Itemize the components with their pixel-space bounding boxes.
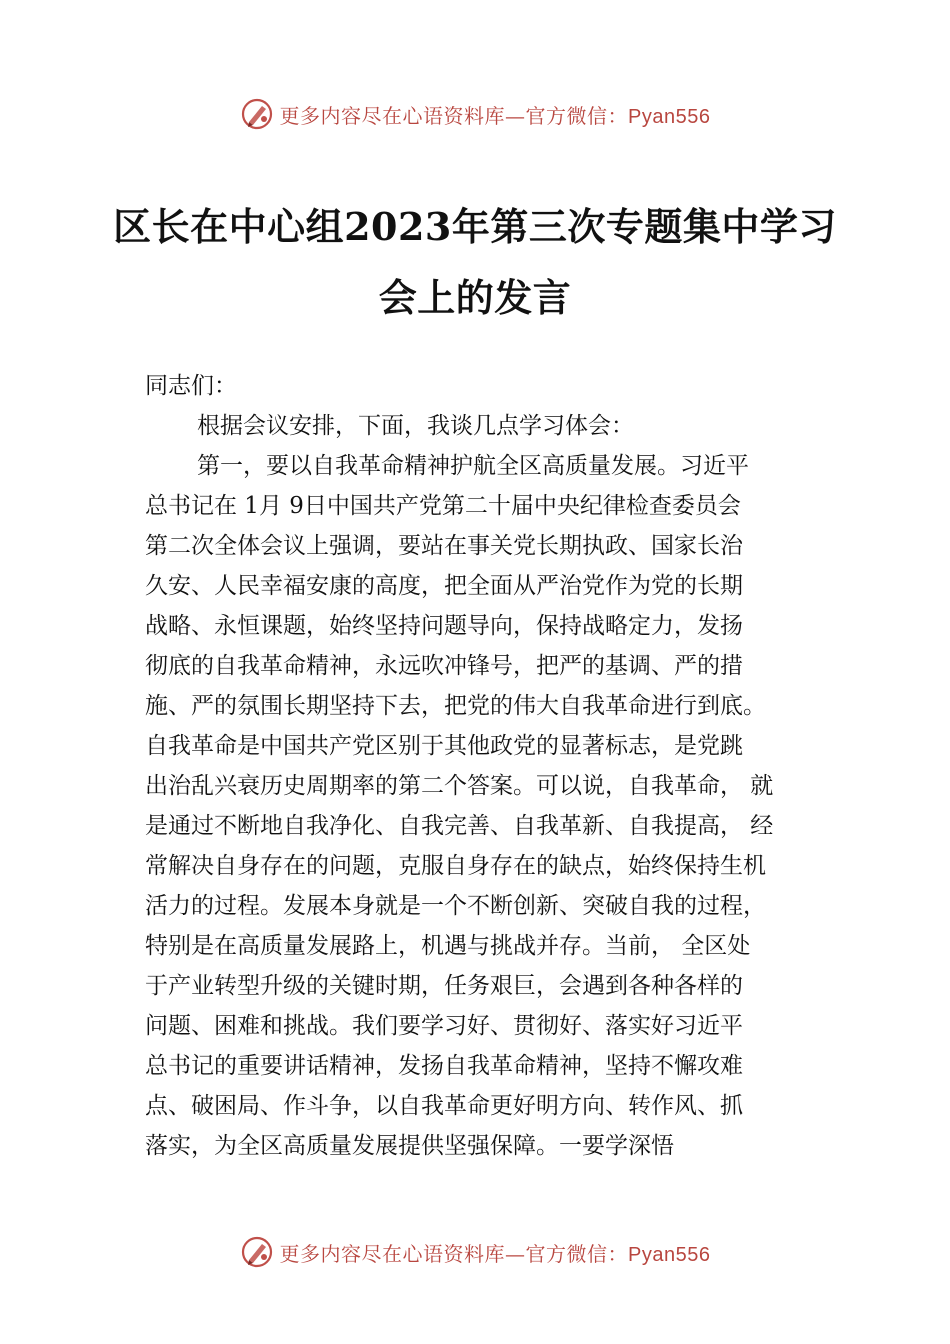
banner-text: 更多内容尽在心语资料库—官方微信：Pyan556 bbox=[279, 1241, 711, 1266]
body-line: 根据会议安排，下面，我谈几点学习体会： bbox=[197, 413, 634, 439]
wechat-id: Pyan556 bbox=[628, 1243, 711, 1266]
body-line: 问题、困难和挑战。我们要学习好、贯彻好、落实好习近平 bbox=[145, 1013, 743, 1039]
body-line: 点、破困局、作斗争，以自我革命更好明方向、转作风、抓 bbox=[145, 1093, 743, 1119]
body-line: 彻底的自我革命精神，永远吹冲锋号，把严的基调、严的措 bbox=[145, 653, 743, 679]
body-line: 施、严的氛围长期坚持下去，把党的伟大自我革命进行到底。 bbox=[145, 693, 766, 719]
header-banner bbox=[0, 94, 950, 134]
wechat-id: Pyan556 bbox=[628, 105, 711, 128]
body-line: 久安、人民幸福安康的高度，把全面从严治党作为党的长期 bbox=[145, 573, 743, 599]
salutation: 同志们： bbox=[145, 373, 237, 399]
document-title-line-1: 区长在中心组2023年第三次专题集中学习 bbox=[113, 204, 837, 249]
banner-text: 更多内容尽在心语资料库—官方微信：Pyan556 bbox=[279, 103, 711, 128]
pen-seal-icon bbox=[240, 1235, 274, 1269]
body-line: 活力的过程。发展本身就是一个不断创新、突破自我的过程， bbox=[145, 893, 766, 919]
body-line: 总书记在 1月 9日中国共产党第二十届中央纪律检查委员会 bbox=[145, 493, 741, 519]
document-title-line-2: 会上的发言 bbox=[378, 275, 572, 320]
body-line: 出治乱兴衰历史周期率的第二个答案。可以说，自我革命， 就 bbox=[145, 773, 774, 799]
body-line: 第二次全体会议上强调，要站在事关党长期执政、国家长治 bbox=[145, 533, 743, 559]
body-line: 是通过不断地自我净化、自我完善、自我革新、自我提高， 经 bbox=[145, 813, 774, 839]
body-line: 于产业转型升级的关键时期，任务艰巨，会遇到各种各样的 bbox=[145, 973, 743, 999]
body-line: 特别是在高质量发展路上，机遇与挑战并存。当前， 全区处 bbox=[145, 933, 751, 959]
body-line: 自我革命是中国共产党区别于其他政党的显著标志，是党跳 bbox=[145, 733, 743, 759]
body-line: 第一，要以自我革命精神护航全区高质量发展。习近平 bbox=[197, 453, 749, 479]
body-line: 总书记的重要讲话精神，发扬自我革命精神，坚持不懈攻难 bbox=[145, 1053, 743, 1079]
footer-banner bbox=[0, 1232, 950, 1272]
body-line: 常解决自身存在的问题，克服自身存在的缺点，始终保持生机 bbox=[145, 853, 766, 879]
body-line: 战略、永恒课题，始终坚持问题导向，保持战略定力，发扬 bbox=[145, 613, 743, 639]
body-line: 落实，为全区高质量发展提供坚强保障。一要学深悟 bbox=[145, 1133, 674, 1159]
document-body bbox=[145, 366, 825, 1166]
pen-seal-icon bbox=[240, 97, 274, 131]
